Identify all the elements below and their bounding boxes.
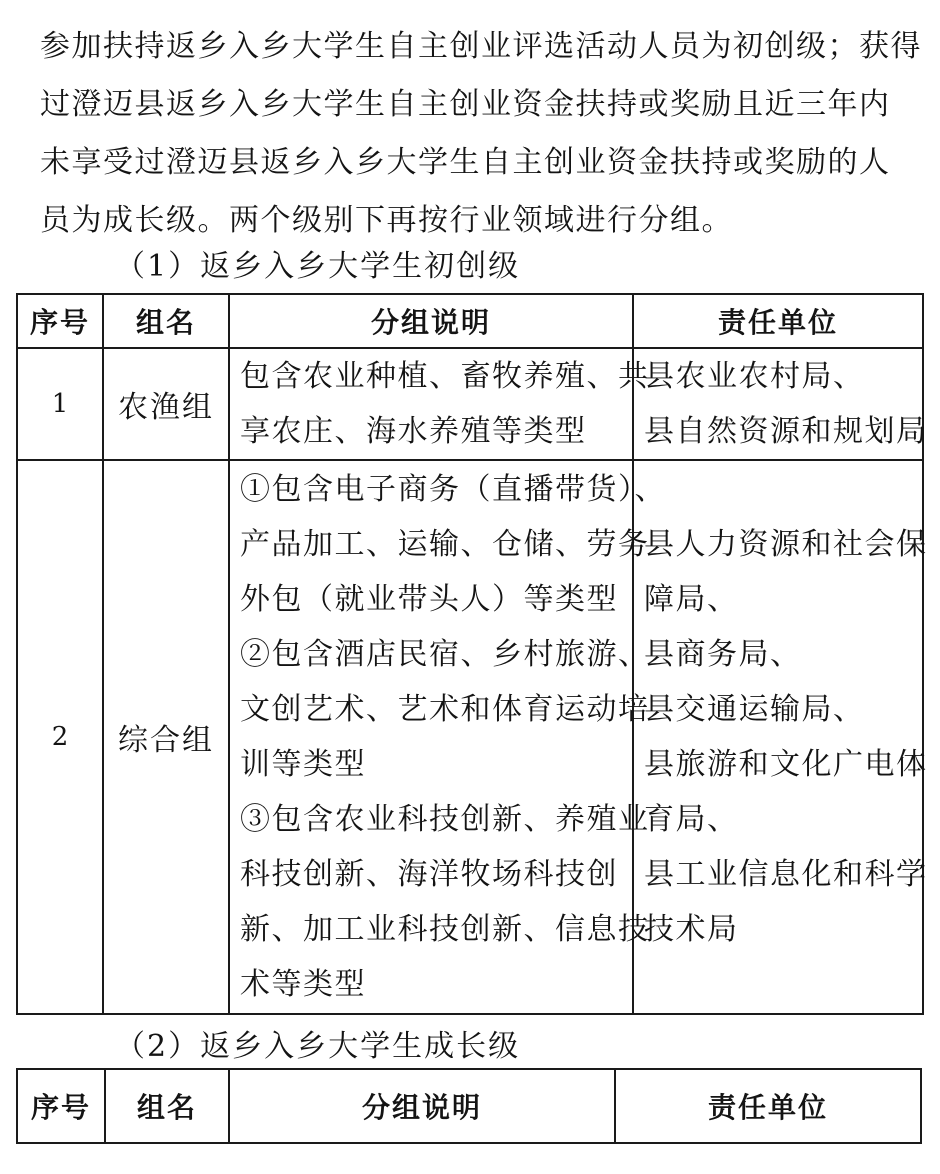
unit-line: 技术局: [644, 912, 739, 947]
row-description: [229, 460, 666, 1014]
intro-line: 参加扶持返乡入乡大学生自主创业评选活动人员为初创级；获得: [40, 29, 922, 64]
desc-line: 文创艺术、艺术和体育运动培: [240, 692, 650, 727]
row-responsible-unit: [633, 348, 928, 460]
unit-line: 县旅游和文化广电体: [644, 747, 928, 782]
section1-caption: （1）返乡入乡大学生初创级: [115, 249, 521, 284]
unit-line: 县自然资源和规划局: [644, 414, 928, 449]
row-group-name: 农渔组: [103, 348, 229, 460]
desc-line: ①包含电子商务（直播带货）、: [240, 472, 666, 507]
desc-line: 训等类型: [240, 747, 366, 782]
desc-line: 外包（就业带头人）等类型: [240, 582, 618, 617]
intro-line: 员为成长级。两个级别下再按行业领域进行分组。: [40, 203, 733, 238]
desc-line: 新、加工业科技创新、信息技: [240, 912, 650, 947]
header-desc: 分组说明: [229, 1069, 615, 1143]
section2-caption: （2）返乡入乡大学生成长级: [115, 1029, 521, 1064]
header-name: 组名: [103, 294, 229, 348]
intro-line: 未享受过澄迈县返乡入乡大学生自主创业资金扶持或奖励的人: [40, 145, 891, 180]
table-header-row: [17, 294, 923, 348]
header-no: 序号: [17, 1069, 105, 1143]
table-header-row: [17, 1069, 921, 1143]
desc-line: 术等类型: [240, 967, 366, 1002]
desc-line: 产品加工、运输、仓储、劳务: [240, 527, 650, 562]
header-unit: 责任单位: [615, 1069, 921, 1143]
desc-line: 科技创新、海洋牧场科技创: [240, 857, 618, 892]
unit-line: 障局、: [644, 582, 739, 617]
header-no: 序号: [17, 294, 103, 348]
desc-line: 包含农业种植、畜牧养殖、共: [240, 359, 650, 394]
header-unit: 责任单位: [633, 294, 923, 348]
intro-paragraph: [40, 18, 920, 250]
desc-line: 享农庄、海水养殖等类型: [240, 414, 587, 449]
desc-line: ③包含农业科技创新、养殖业: [240, 802, 650, 837]
row-no: 1: [17, 348, 103, 460]
intro-line: 过澄迈县返乡入乡大学生自主创业资金扶持或奖励且近三年内: [40, 87, 891, 122]
unit-line: 县交通运输局、: [644, 692, 865, 727]
row-responsible-unit: [633, 460, 928, 1014]
row-description: [229, 348, 650, 460]
header-desc: 分组说明: [229, 294, 633, 348]
unit-line: 育局、: [644, 802, 739, 837]
unit-line: 县人力资源和社会保: [644, 527, 928, 562]
growth-level-table: [16, 1068, 922, 1144]
header-name: 组名: [105, 1069, 229, 1143]
table-row: [17, 460, 923, 1014]
unit-line: 县商务局、: [644, 637, 802, 672]
unit-line: 县农业农村局、: [644, 359, 865, 394]
row-group-name: 综合组: [103, 460, 229, 1014]
table-row: [17, 348, 923, 460]
startup-level-table: [16, 293, 928, 1015]
unit-line: 县工业信息化和科学: [644, 857, 928, 892]
row-no: 2: [17, 460, 103, 1014]
desc-line: ②包含酒店民宿、乡村旅游、: [240, 637, 650, 672]
